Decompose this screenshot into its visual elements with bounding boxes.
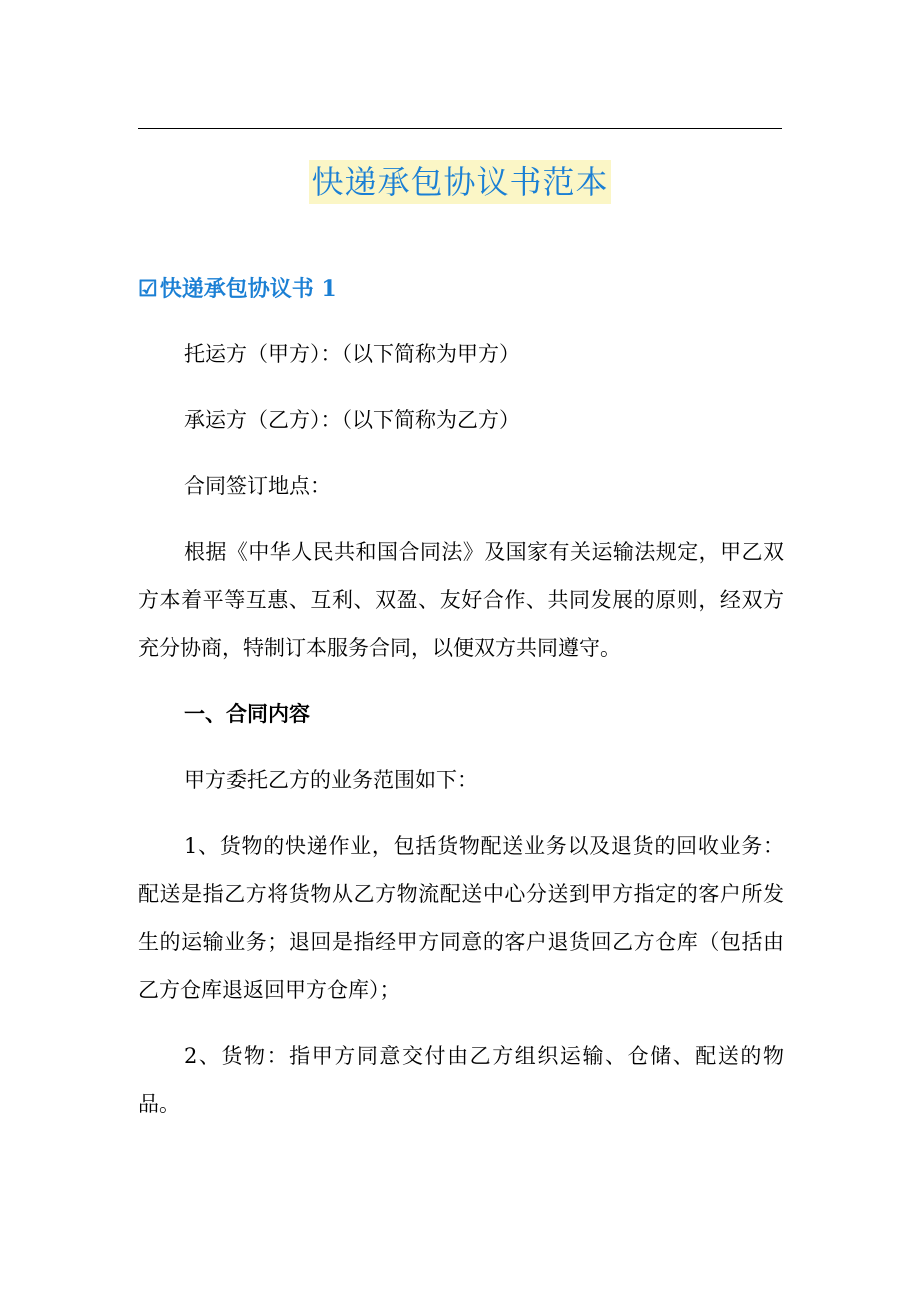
paragraph-party-b: 承运方（乙方）：（以下简称为乙方）: [184, 408, 520, 432]
section-heading-text: 快递承包协议书 1: [159, 276, 337, 302]
paragraph-signing-place: 合同签订地点：: [184, 474, 331, 498]
heading-contract-content: 一、合同内容: [184, 701, 310, 726]
checkbox-icon: ☑: [138, 276, 158, 302]
document-title: 快递承包协议书范本: [309, 160, 610, 204]
paragraph-item-1: 1、货物的快递作业，包括货物配送业务以及退货的回收业务：配送是指乙方将货物从乙方物流配送中心分送到甲方指定的客户所发生的运输业务；退回是指经甲方同意的客户退货回乙方仓库（包括由乙方仓库退返回甲方仓库）；: [138, 834, 784, 1002]
paragraph-party-a: 托运方（甲方）：（以下简称为甲方）: [184, 342, 520, 366]
paragraph-scope-intro: 甲方委托乙方的业务范围如下：: [184, 768, 478, 792]
title-container: [0, 160, 920, 204]
section-heading: [138, 274, 337, 304]
paragraph-item-2: 2、货物：指甲方同意交付由乙方组织运输、仓储、配送的物品。: [138, 1044, 784, 1116]
top-divider: [138, 128, 782, 129]
paragraph-preamble: 根据《中华人民共和国合同法》及国家有关运输法规定，甲乙双方本着平等互惠、互利、双盈、友好合作、共同发展的原则，经双方充分协商，特制订本服务合同，以便双方共同遵守。: [138, 540, 784, 660]
